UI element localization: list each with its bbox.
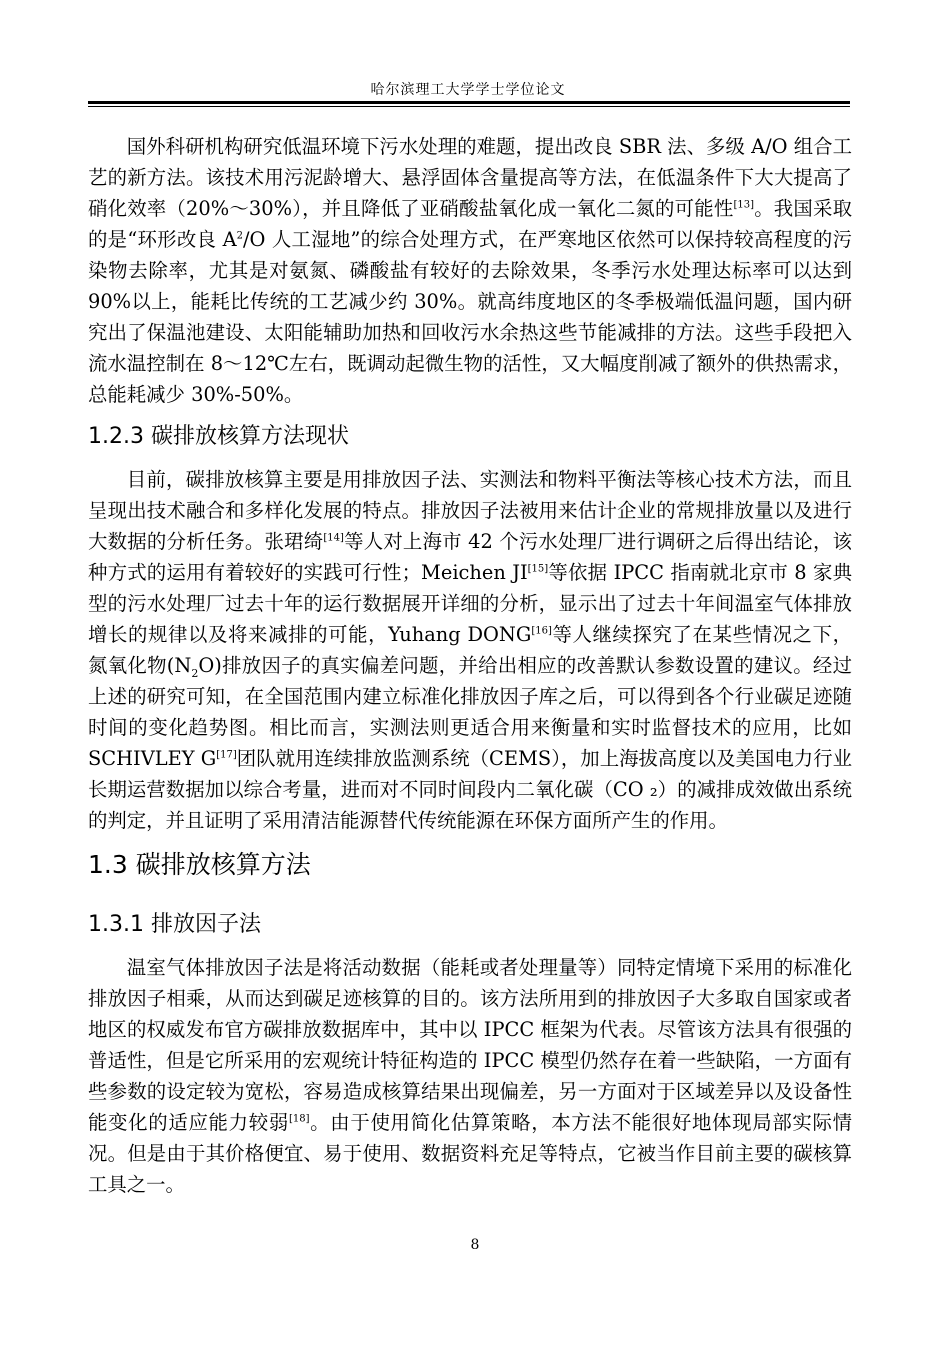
- subscript-2: 2: [191, 666, 199, 680]
- paragraph-text: 。由于使用简化估算策略，本方法不能很好地体现局部实际情况。但是由于其价格便宜、易于使用、数据资料充足等特点，它被当作目前主要的碳核算工具之一。: [88, 1111, 852, 1196]
- paragraph-text: 等依据 IPCC 指南就北京市 8 家典型的污水处理厂过去十年的运行数据展开详细的分析，显示出了过去十年间温室气体排放增长的规律以及将来减排的可能，Yuhang DONG: [88, 561, 852, 646]
- superscript-2: 2: [236, 230, 243, 242]
- page-number: 8: [470, 1237, 480, 1253]
- header-rule-thick: [88, 101, 850, 104]
- paragraph-text: 等人对上海市 42 个污水处理厂进行调研之后得出结论，该种方式的运用有着较好的实践可行性；Meichen JI: [88, 530, 852, 584]
- paragraph-text: 团队就用连续排放监测系统（CEMS），加上海拔高度以及美国电力行业长期运营数据加以综合考量，进而对不同时间段内二氧化碳（CO ₂）的减排成效做出系统的判定，并且证明了采用清洁能源替代传统能源在环保方面所产生的作用。: [88, 747, 852, 832]
- paragraph-text: 等人继续探究了在某些情况之下，氮氧化物(N: [88, 623, 853, 677]
- citation-ref: [17]: [216, 749, 237, 761]
- running-header-title: 哈尔滨理工大学学士学位论文: [370, 82, 566, 98]
- paragraph-text: 国外科研机构研究低温环境下污水处理的难题，提出改良 SBR 法、多级 A/O 组合工艺的新方法。该技术用污泥龄增大、悬浮固体含量提高等方法，在低温条件下大大提高了硝化效率（20%～30%），并且降低了亚硝酸盐氧化成一氧化二氮的可能性: [88, 135, 852, 220]
- page-body: [88, 131, 852, 1200]
- section-heading-1-2-3: 1.2.3 碳排放核算方法现状: [88, 424, 349, 449]
- header-rule-thin: [88, 106, 850, 107]
- paragraph-accounting-status: [88, 464, 852, 836]
- citation-ref: [14]: [323, 532, 344, 544]
- paragraph-text: /O 人工湿地”的综合处理方式，在严寒地区依然可以保持较高程度的污染物去除率，尤其是对氨氮、磷酸盐有较好的去除效果，冬季污水处理达标率可以达到 90%以上，能耗比传统的工艺减少约 30%。就高纬度地区的冬季极端低温问题，国内研究出了保温池建设、太阳能辅助加热和回收污水余热这些节能减排的方法。这些手段把入流水温控制在 8～12℃左右，既调动起微生物的活性，又大幅度削减了额外的供热需求，总能耗减少 30%-50%。: [88, 228, 852, 406]
- citation-ref: [18]: [288, 1113, 310, 1125]
- paragraph-text: 目前，碳排放核算主要是用排放因子法、实测法和物料平衡法等核心技术方法，而且呈现出技术融合和多样化发展的特点。排放因子法被用来估计企业的常规排放量以及进行大数据的分析任务。张珺绮: [88, 468, 852, 553]
- paragraph-low-temperature-treatment: [88, 131, 852, 410]
- paragraph-text: 。我国采取的是“环形改良 A: [88, 197, 853, 251]
- section-heading-1-3: 1.3 碳排放核算方法: [88, 850, 311, 879]
- section-heading-1-3-1: 1.3.1 排放因子法: [88, 912, 261, 937]
- citation-ref: [16]: [531, 625, 552, 637]
- paragraph-emission-factor-method: [88, 952, 852, 1200]
- paragraph-text: O)排放因子的真实偏差问题，并给出相应的改善默认参数设置的建议。经过上述的研究可知，在全国范围内建立标准化排放因子库之后，可以得到各个行业碳足迹随时间的变化趋势图。相比而言，实测法则更适合用来衡量和实时监督技术的应用，比如 SCHIVLEY G: [88, 654, 852, 770]
- citation-ref: [15]: [527, 563, 549, 575]
- paragraph-text: 温室气体排放因子法是将活动数据（能耗或者处理量等）同特定情境下采用的标准化排放因子相乘，从而达到碳足迹核算的目的。该方法所用到的排放因子大多取自国家或者地区的权威发布官方碳排放数据库中，其中以 IPCC 框架为代表。尽管该方法具有很强的普适性，但是它所采用的宏观统计特征构造的 IPCC 模型仍然存在着一些缺陷，一方面有些参数的设定较为宽松，容易造成核算结果出现偏差，另一方面对于区域差异以及设备性能变化的适应能力较弱: [88, 956, 852, 1134]
- citation-ref: [13]: [733, 199, 754, 211]
